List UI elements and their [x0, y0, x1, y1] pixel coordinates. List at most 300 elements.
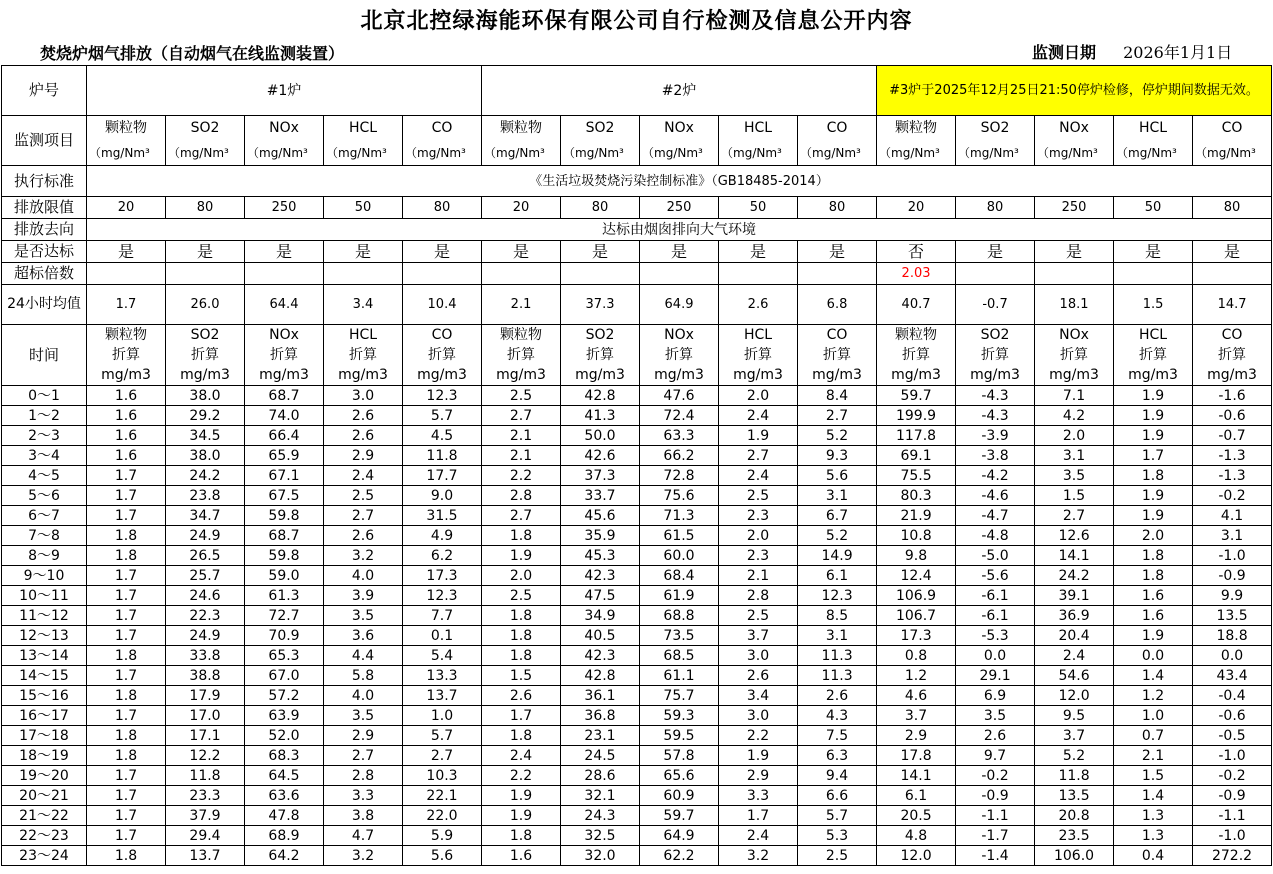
data-cell: -5.3 — [956, 626, 1035, 646]
data-cell: 61.3 — [245, 586, 324, 606]
data-cell: 2.2 — [482, 466, 561, 486]
data-cell: 57.2 — [245, 686, 324, 706]
data-cell: 3.1 — [798, 486, 877, 506]
compliant-cell: 是 — [87, 241, 166, 263]
data-cell: 8.4 — [798, 386, 877, 406]
avg-cell: 64.4 — [245, 285, 324, 325]
data-cell: -0.2 — [1193, 766, 1272, 786]
data-cell: 1.9 — [482, 806, 561, 826]
data-cell: 6.3 — [798, 746, 877, 766]
time-cell: 7～8 — [2, 526, 87, 546]
sub-unit-cell: mg/m3 — [324, 365, 403, 386]
data-cell: 1.7 — [87, 566, 166, 586]
sub-param-cell: NOx — [640, 325, 719, 345]
data-cell: 22.3 — [166, 606, 245, 626]
data-cell: 1.7 — [87, 826, 166, 846]
param-cell: HCL — [324, 116, 403, 141]
time-cell: 13～14 — [2, 646, 87, 666]
compliant-cell: 是 — [561, 241, 640, 263]
data-cell: 7.7 — [403, 606, 482, 626]
data-cell: 1.8 — [87, 726, 166, 746]
exceed-cell — [324, 263, 403, 285]
data-cell: 47.8 — [245, 806, 324, 826]
limit-cell: 20 — [87, 197, 166, 219]
avg-cell: 10.4 — [403, 285, 482, 325]
data-cell: 75.5 — [877, 466, 956, 486]
data-cell: 3.7 — [1035, 726, 1114, 746]
data-cell: 1.8 — [482, 826, 561, 846]
data-cell: 2.1 — [482, 446, 561, 466]
data-cell: 73.5 — [640, 626, 719, 646]
sub-converted-cell: 折算 — [245, 345, 324, 365]
data-cell: 2.7 — [719, 446, 798, 466]
data-cell: 57.8 — [640, 746, 719, 766]
sub-param-cell: 颗粒物 — [482, 325, 561, 345]
exceed-cell — [245, 263, 324, 285]
avg-row — [2, 285, 1272, 325]
direction-row — [2, 219, 1272, 241]
data-cell: 3.5 — [324, 706, 403, 726]
emission-table — [1, 65, 1272, 866]
sub-unit-cell: mg/m3 — [166, 365, 245, 386]
sub-converted-cell: 折算 — [87, 345, 166, 365]
data-cell: 11.8 — [1035, 766, 1114, 786]
data-cell: 1.2 — [1114, 686, 1193, 706]
data-cell: -0.9 — [956, 786, 1035, 806]
data-cell: 13.7 — [166, 846, 245, 866]
data-cell: 29.2 — [166, 406, 245, 426]
data-cell: 29.4 — [166, 826, 245, 846]
data-cell: 36.9 — [1035, 606, 1114, 626]
avg-cell: 64.9 — [640, 285, 719, 325]
data-cell: 34.5 — [166, 426, 245, 446]
data-cell: 20.4 — [1035, 626, 1114, 646]
limit-cell: 250 — [640, 197, 719, 219]
unit-cell: （mg/Nm³ — [561, 141, 640, 166]
data-cell: 3.0 — [324, 386, 403, 406]
data-cell: 34.9 — [561, 606, 640, 626]
data-cell: 0.1 — [403, 626, 482, 646]
table-row — [2, 526, 1272, 546]
data-cell: 69.1 — [877, 446, 956, 466]
sub-unit-cell: mg/m3 — [798, 365, 877, 386]
time-cell: 5～6 — [2, 486, 87, 506]
sub-converted-cell: 折算 — [956, 345, 1035, 365]
limit-cell: 80 — [166, 197, 245, 219]
data-cell: -1.3 — [1193, 446, 1272, 466]
data-cell: 2.9 — [324, 446, 403, 466]
data-cell: 5.4 — [403, 646, 482, 666]
data-cell: 2.9 — [324, 726, 403, 746]
compliant-cell: 是 — [166, 241, 245, 263]
data-cell: -1.4 — [956, 846, 1035, 866]
data-cell: 38.0 — [166, 446, 245, 466]
standard-text: 《生活垃圾焚烧污染控制标准》（GB18485-2014） — [87, 166, 1272, 197]
data-cell: 24.3 — [561, 806, 640, 826]
data-cell: 3.2 — [719, 846, 798, 866]
data-cell: 4.7 — [324, 826, 403, 846]
table-row — [2, 666, 1272, 686]
sub-unit-cell: mg/m3 — [403, 365, 482, 386]
data-cell: 1.7 — [87, 626, 166, 646]
data-cell: 37.9 — [166, 806, 245, 826]
data-cell: 1.9 — [482, 786, 561, 806]
data-cell: 52.0 — [245, 726, 324, 746]
param-cell: NOx — [640, 116, 719, 141]
data-cell: 2.6 — [798, 686, 877, 706]
compliant-cell: 是 — [403, 241, 482, 263]
sub-unit-cell: mg/m3 — [1193, 365, 1272, 386]
data-cell: -4.7 — [956, 506, 1035, 526]
exceed-row — [2, 263, 1272, 285]
param-cell: CO — [1193, 116, 1272, 141]
table-row — [2, 726, 1272, 746]
data-cell: 1.7 — [87, 466, 166, 486]
direction-text: 达标由烟囱排向大气环境 — [87, 219, 1272, 241]
time-cell: 8～9 — [2, 546, 87, 566]
data-cell: 1.2 — [877, 666, 956, 686]
data-cell: 3.5 — [324, 606, 403, 626]
avg-cell: 18.1 — [1035, 285, 1114, 325]
param-cell: CO — [798, 116, 877, 141]
data-cell: 42.3 — [561, 566, 640, 586]
data-cell: 1.4 — [1114, 666, 1193, 686]
data-cell: 1.0 — [403, 706, 482, 726]
time-cell: 2～3 — [2, 426, 87, 446]
data-cell: 1.9 — [1114, 506, 1193, 526]
data-cell: 12.3 — [798, 586, 877, 606]
time-cell: 10～11 — [2, 586, 87, 606]
exceed-cell — [561, 263, 640, 285]
data-cell: 13.5 — [1193, 606, 1272, 626]
data-cell: 1.8 — [87, 686, 166, 706]
sub-converted-cell: 折算 — [640, 345, 719, 365]
data-cell: -0.2 — [956, 766, 1035, 786]
data-cell: 68.7 — [245, 526, 324, 546]
data-cell: 1.7 — [87, 586, 166, 606]
data-cell: 12.2 — [166, 746, 245, 766]
data-cell: 4.4 — [324, 646, 403, 666]
data-cell: 1.9 — [1114, 486, 1193, 506]
data-cell: 68.5 — [640, 646, 719, 666]
compliant-cell: 是 — [1035, 241, 1114, 263]
data-cell: 6.1 — [877, 786, 956, 806]
data-cell: 61.5 — [640, 526, 719, 546]
data-cell: 75.7 — [640, 686, 719, 706]
data-cell: 40.5 — [561, 626, 640, 646]
data-cell: 59.7 — [640, 806, 719, 826]
data-cell: 59.8 — [245, 506, 324, 526]
data-cell: 47.5 — [561, 586, 640, 606]
data-cell: 1.7 — [87, 666, 166, 686]
time-cell: 12～13 — [2, 626, 87, 646]
data-cell: 64.5 — [245, 766, 324, 786]
unit-cell: （mg/Nm³ — [877, 141, 956, 166]
data-cell: 1.7 — [87, 486, 166, 506]
standard-label: 执行标准 — [2, 166, 87, 197]
data-cell: 12.0 — [877, 846, 956, 866]
data-cell: 59.8 — [245, 546, 324, 566]
compliant-cell: 否 — [877, 241, 956, 263]
limit-label: 排放限值 — [2, 197, 87, 219]
data-cell: 4.9 — [403, 526, 482, 546]
data-cell: 75.6 — [640, 486, 719, 506]
exceed-cell — [798, 263, 877, 285]
data-cell: 2.5 — [324, 486, 403, 506]
items-label: 监测项目 — [2, 116, 87, 166]
standard-row — [2, 166, 1272, 197]
furnace-3-header: #3炉于2025年12月25日21:50停炉检修，停炉期间数据无效。 — [877, 66, 1272, 116]
compliant-cell: 是 — [245, 241, 324, 263]
data-cell: 2.0 — [1114, 526, 1193, 546]
data-cell: 4.1 — [1193, 506, 1272, 526]
data-cell: 68.8 — [640, 606, 719, 626]
param-cell: SO2 — [561, 116, 640, 141]
data-cell: 2.7 — [482, 506, 561, 526]
data-cell: 74.0 — [245, 406, 324, 426]
data-cell: -1.1 — [1193, 806, 1272, 826]
data-cell: 1.5 — [1114, 766, 1193, 786]
data-cell: -0.6 — [1193, 406, 1272, 426]
unit-cell: （mg/Nm³ — [640, 141, 719, 166]
data-cell: 41.3 — [561, 406, 640, 426]
data-cell: 1.8 — [87, 526, 166, 546]
data-cell: -6.1 — [956, 586, 1035, 606]
data-cell: 106.0 — [1035, 846, 1114, 866]
table-row — [2, 606, 1272, 626]
data-cell: 1.7 — [87, 766, 166, 786]
sub-unit-cell: mg/m3 — [245, 365, 324, 386]
time-cell: 21～22 — [2, 806, 87, 826]
data-cell: -5.6 — [956, 566, 1035, 586]
data-cell: 33.8 — [166, 646, 245, 666]
data-cell: 43.4 — [1193, 666, 1272, 686]
time-cell: 23～24 — [2, 846, 87, 866]
compliant-cell: 是 — [798, 241, 877, 263]
data-cell: 1.8 — [87, 746, 166, 766]
sub-unit-cell: mg/m3 — [561, 365, 640, 386]
avg-cell: -0.7 — [956, 285, 1035, 325]
monitoring-date — [1032, 40, 1232, 63]
data-cell: 17.3 — [403, 566, 482, 586]
data-cell: 23.1 — [561, 726, 640, 746]
data-cell: 9.7 — [956, 746, 1035, 766]
table-row — [2, 706, 1272, 726]
time-cell: 17～18 — [2, 726, 87, 746]
data-cell: 65.9 — [245, 446, 324, 466]
time-label: 时间 — [2, 325, 87, 386]
data-cell: 80.3 — [877, 486, 956, 506]
data-cell: 45.3 — [561, 546, 640, 566]
data-cell: 59.5 — [640, 726, 719, 746]
data-cell: 9.5 — [1035, 706, 1114, 726]
data-cell: -0.4 — [1193, 686, 1272, 706]
data-cell: 67.1 — [245, 466, 324, 486]
data-cell: 11.3 — [798, 646, 877, 666]
avg-cell: 1.7 — [87, 285, 166, 325]
data-cell: 1.6 — [87, 386, 166, 406]
data-cell: 2.4 — [719, 826, 798, 846]
limit-cell: 80 — [1193, 197, 1272, 219]
data-cell: 2.4 — [719, 406, 798, 426]
data-cell: 21.9 — [877, 506, 956, 526]
data-cell: 3.5 — [1035, 466, 1114, 486]
data-cell: 68.4 — [640, 566, 719, 586]
data-cell: 2.0 — [719, 526, 798, 546]
time-cell: 0～1 — [2, 386, 87, 406]
sub-converted-cell: 折算 — [1035, 345, 1114, 365]
data-cell: 3.7 — [877, 706, 956, 726]
unit-cell: （mg/Nm³ — [1035, 141, 1114, 166]
data-cell: 3.9 — [324, 586, 403, 606]
data-cell: 4.3 — [798, 706, 877, 726]
time-cell: 16～17 — [2, 706, 87, 726]
data-cell: 2.6 — [324, 426, 403, 446]
data-cell: 0.0 — [956, 646, 1035, 666]
data-cell: 2.2 — [719, 726, 798, 746]
limit-cell: 80 — [403, 197, 482, 219]
data-cell: 5.7 — [403, 406, 482, 426]
data-cell: 11.8 — [166, 766, 245, 786]
table-row — [2, 446, 1272, 466]
data-cell: 59.3 — [640, 706, 719, 726]
data-cell: -1.6 — [1193, 386, 1272, 406]
data-cell: 1.8 — [87, 846, 166, 866]
sub-unit-cell: mg/m3 — [956, 365, 1035, 386]
data-cell: 61.1 — [640, 666, 719, 686]
furnace-row — [2, 66, 1272, 116]
data-cell: 24.2 — [166, 466, 245, 486]
data-cell: 1.8 — [87, 546, 166, 566]
sub-unit-cell: mg/m3 — [482, 365, 561, 386]
data-cell: 12.6 — [1035, 526, 1114, 546]
data-cell: 13.5 — [1035, 786, 1114, 806]
sub-param-cell: CO — [798, 325, 877, 345]
data-cell: 31.5 — [403, 506, 482, 526]
sub-param-cell: HCL — [324, 325, 403, 345]
data-cell: -1.0 — [1193, 546, 1272, 566]
data-cell: 65.6 — [640, 766, 719, 786]
data-cell: 1.3 — [1114, 826, 1193, 846]
data-cell: 59.7 — [877, 386, 956, 406]
data-cell: -1.1 — [956, 806, 1035, 826]
time-cell: 20～21 — [2, 786, 87, 806]
data-cell: 5.7 — [403, 726, 482, 746]
data-cell: 1.6 — [87, 406, 166, 426]
data-cell: 2.4 — [1035, 646, 1114, 666]
data-cell: -1.0 — [1193, 746, 1272, 766]
data-cell: 72.4 — [640, 406, 719, 426]
table-row — [2, 746, 1272, 766]
data-cell: 1.5 — [482, 666, 561, 686]
time-cell: 1～2 — [2, 406, 87, 426]
data-cell: 20.5 — [877, 806, 956, 826]
data-cell: 0.8 — [877, 646, 956, 666]
avg-cell: 2.6 — [719, 285, 798, 325]
data-cell: -3.8 — [956, 446, 1035, 466]
data-cell: 3.6 — [324, 626, 403, 646]
data-cell: 1.4 — [1114, 786, 1193, 806]
data-cell: 6.1 — [798, 566, 877, 586]
table-row — [2, 766, 1272, 786]
avg-cell: 40.7 — [877, 285, 956, 325]
data-cell: 2.4 — [719, 466, 798, 486]
exceed-cell — [1035, 263, 1114, 285]
sub-unit-cell: mg/m3 — [87, 365, 166, 386]
data-cell: 2.1 — [482, 426, 561, 446]
data-cell: 14.1 — [1035, 546, 1114, 566]
avg-cell: 1.5 — [1114, 285, 1193, 325]
data-cell: -4.6 — [956, 486, 1035, 506]
data-cell: 20.8 — [1035, 806, 1114, 826]
data-cell: 72.8 — [640, 466, 719, 486]
data-cell: 62.2 — [640, 846, 719, 866]
sub-unit-cell: mg/m3 — [877, 365, 956, 386]
param-cell: CO — [403, 116, 482, 141]
data-cell: 3.1 — [1193, 526, 1272, 546]
table-row — [2, 786, 1272, 806]
data-cell: 22.0 — [403, 806, 482, 826]
data-cell: 4.6 — [877, 686, 956, 706]
data-cell: 3.0 — [719, 646, 798, 666]
data-cell: 9.3 — [798, 446, 877, 466]
sub-converted-cell: 折算 — [561, 345, 640, 365]
data-cell: 3.5 — [956, 706, 1035, 726]
sub-converted-cell: 折算 — [877, 345, 956, 365]
sub-param-cell: CO — [403, 325, 482, 345]
data-cell: 32.0 — [561, 846, 640, 866]
data-cell: 1.8 — [87, 646, 166, 666]
limit-row — [2, 197, 1272, 219]
data-cell: 66.2 — [640, 446, 719, 466]
data-cell: -4.8 — [956, 526, 1035, 546]
data-cell: 5.7 — [798, 806, 877, 826]
unit-cell: （mg/Nm³ — [324, 141, 403, 166]
data-cell: 0.0 — [1193, 646, 1272, 666]
table-row — [2, 386, 1272, 406]
data-cell: 1.3 — [1114, 806, 1193, 826]
compliant-cell: 是 — [1114, 241, 1193, 263]
data-cell: 1.8 — [482, 626, 561, 646]
data-cell: 1.7 — [87, 506, 166, 526]
data-cell: -1.3 — [1193, 466, 1272, 486]
limit-cell: 80 — [956, 197, 1035, 219]
data-cell: 7.5 — [798, 726, 877, 746]
data-cell: -0.9 — [1193, 566, 1272, 586]
data-cell: 65.3 — [245, 646, 324, 666]
data-cell: 67.0 — [245, 666, 324, 686]
param-cell: HCL — [719, 116, 798, 141]
data-cell: 1.8 — [482, 646, 561, 666]
data-cell: 3.3 — [719, 786, 798, 806]
exceed-cell: 2.03 — [877, 263, 956, 285]
data-cell: 47.6 — [640, 386, 719, 406]
data-cell: 10.8 — [877, 526, 956, 546]
data-cell: 2.6 — [324, 526, 403, 546]
data-cell: 5.8 — [324, 666, 403, 686]
data-cell: 4.0 — [324, 566, 403, 586]
data-cell: 60.9 — [640, 786, 719, 806]
data-cell: 5.2 — [798, 426, 877, 446]
unit-cell: （mg/Nm³ — [719, 141, 798, 166]
data-cell: 9.8 — [877, 546, 956, 566]
data-cell: -3.9 — [956, 426, 1035, 446]
table-row — [2, 646, 1272, 666]
data-cell: 13.7 — [403, 686, 482, 706]
data-cell: 6.2 — [403, 546, 482, 566]
avg-cell: 37.3 — [561, 285, 640, 325]
sub-param-cell: 颗粒物 — [877, 325, 956, 345]
